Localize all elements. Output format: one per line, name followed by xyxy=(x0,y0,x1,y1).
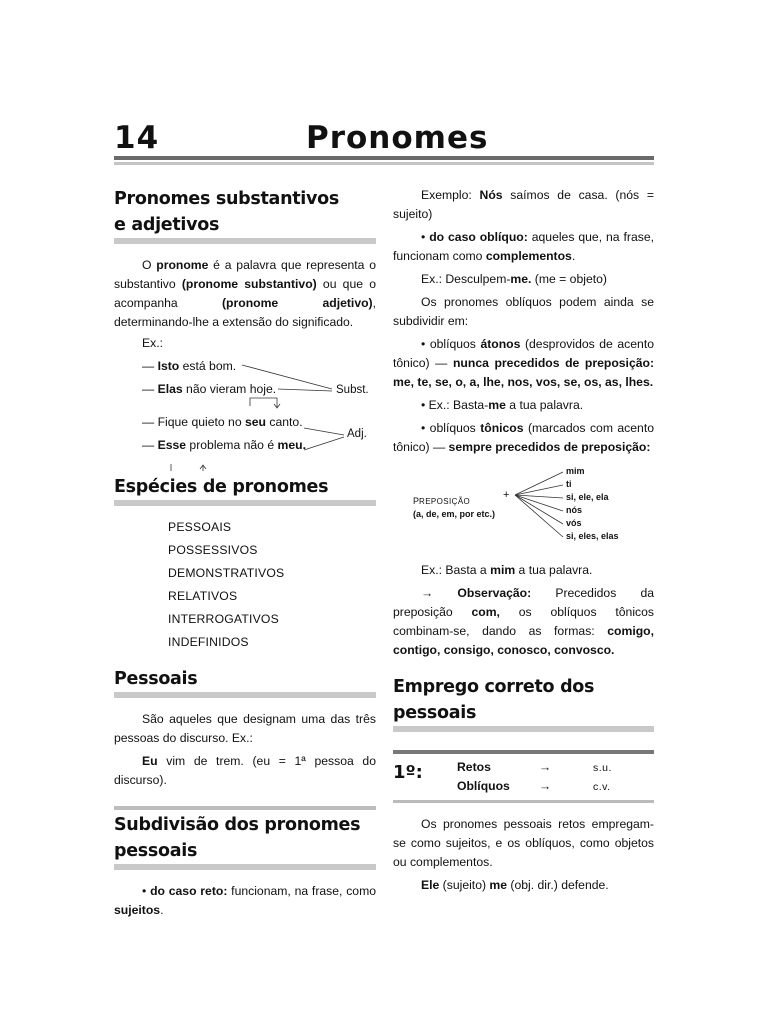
definition-paragraph: O pronome é a palavra que representa o substantivo (pronome substantivo) ou que o acompanha (pronome adjetivo), determinando-lhe a extensão do significado. xyxy=(114,258,376,329)
left-column xyxy=(114,186,376,920)
rule-table xyxy=(393,750,654,803)
species-item: DEMONSTRATIVOS xyxy=(168,566,285,580)
tonic-pronoun: nós xyxy=(566,505,583,515)
example-elas: — Elas não vieram hoje. xyxy=(142,382,277,396)
subdivisao-paragraph: Os pronomes oblíquos podem ainda se subdividir em: xyxy=(393,295,654,328)
pessoais-example: Eu vim de trem. (eu = 1ª pessoa do discurso). xyxy=(114,754,376,787)
species-item: POSSESSIVOS xyxy=(168,543,258,557)
exemplo-basta-me: • Ex.: Basta-me a tua palavra. xyxy=(421,398,584,412)
right-column xyxy=(393,186,654,895)
exemplo-desculpem: Ex.: Desculpem-me. (me = objeto) xyxy=(421,272,607,286)
chapter-rule xyxy=(114,156,654,165)
exemplo-nos: Exemplo: Nós saímos de casa. (nós = sujeito) xyxy=(393,188,654,221)
heading-underline xyxy=(393,726,654,732)
heading-underline xyxy=(114,238,376,244)
preposition-diagram xyxy=(393,465,654,557)
rule-row-retos: Retos → s.u. xyxy=(457,760,612,774)
adj-label: Adj. xyxy=(347,428,367,440)
rule-row-obliquos: Oblíquos → c.v. xyxy=(457,779,611,793)
species-item: INDEFINIDOS xyxy=(168,635,249,649)
example-seu: — Fique quieto no seu canto. xyxy=(142,415,303,429)
exemplo-ele-me: Ele (sujeito) me (obj. dir.) defende. xyxy=(421,878,609,892)
rule-number: 1º: xyxy=(393,762,423,783)
example-isto: — Isto está bom. xyxy=(142,359,237,373)
example-connector-lines xyxy=(114,336,376,471)
tonic-pronoun: ti xyxy=(566,479,572,489)
tonic-pronoun: mim xyxy=(566,466,585,476)
observacao-paragraph: → Observação: Precedidos da preposição com, os oblíquos tônicos combinam-se, dando as formas: comigo, contigo, consigo, conosco, convosco. xyxy=(393,586,654,657)
tonic-pronoun-list xyxy=(566,465,619,543)
tonic-pronoun: si, ele, ela xyxy=(566,492,609,502)
heading-topbar xyxy=(114,806,376,810)
chapter-title: Pronomes xyxy=(306,120,489,156)
caso-reto-paragraph: • do caso reto: funcionam, na frase, como sujeitos. xyxy=(114,884,376,917)
exemplo-basta-mim: Ex.: Basta a mim a tua palavra. xyxy=(421,563,593,577)
emprego-paragraph: Os pronomes pessoais retos empregam-se como sujeitos, e os oblíquos, como objetos ou complementos. xyxy=(393,817,654,869)
heading-underline xyxy=(114,864,376,870)
section-heading-subdivisao: Subdivisão dos pronomes pessoais xyxy=(114,815,361,861)
species-item: RELATIVOS xyxy=(168,589,238,603)
species-item: INTERROGATIVOS xyxy=(168,612,279,626)
subst-label: Subst. xyxy=(336,384,369,396)
examples-block xyxy=(114,336,376,456)
section-heading-especies: Espécies de pronomes xyxy=(114,477,329,497)
section-heading-pessoais: Pessoais xyxy=(114,669,198,689)
heading-underline xyxy=(114,692,376,698)
pessoais-paragraph: São aqueles que designam uma das três pessoas do discurso. Ex.: xyxy=(114,712,376,745)
species-item: PESSOAIS xyxy=(168,520,232,534)
examples-label: Ex.: xyxy=(142,336,163,350)
example-esse: — Esse problema não é meu. xyxy=(142,438,306,452)
heading-underline xyxy=(114,500,376,506)
tonic-pronoun: vós xyxy=(566,518,582,528)
tonic-pronoun: si, eles, elas xyxy=(566,531,619,541)
section-heading-substantivos: Pronomes substantivos e adjetivos xyxy=(114,189,339,235)
caso-obliquo-paragraph: • do caso oblíquo: aqueles que, na frase, funcionam como complementos. xyxy=(393,230,654,263)
atonos-paragraph: • oblíquos átonos (desprovidos de acento tônico) — nunca precedidos de preposição: me, te, se, o, a, lhe, nos, vos, se, os, as, lhes. xyxy=(393,337,655,389)
tonicos-paragraph: • oblíquos tônicos (marcados com acento tônico) — sempre precedidos de preposição: xyxy=(393,421,654,454)
chapter-number: 14 xyxy=(114,120,160,156)
preposition-label: PREPOSIÇÃO (a, de, em, por etc.) xyxy=(413,496,496,519)
plus-sign: + xyxy=(503,489,510,501)
section-heading-emprego: Emprego correto dos pessoais xyxy=(393,677,595,723)
species-list xyxy=(114,516,376,654)
